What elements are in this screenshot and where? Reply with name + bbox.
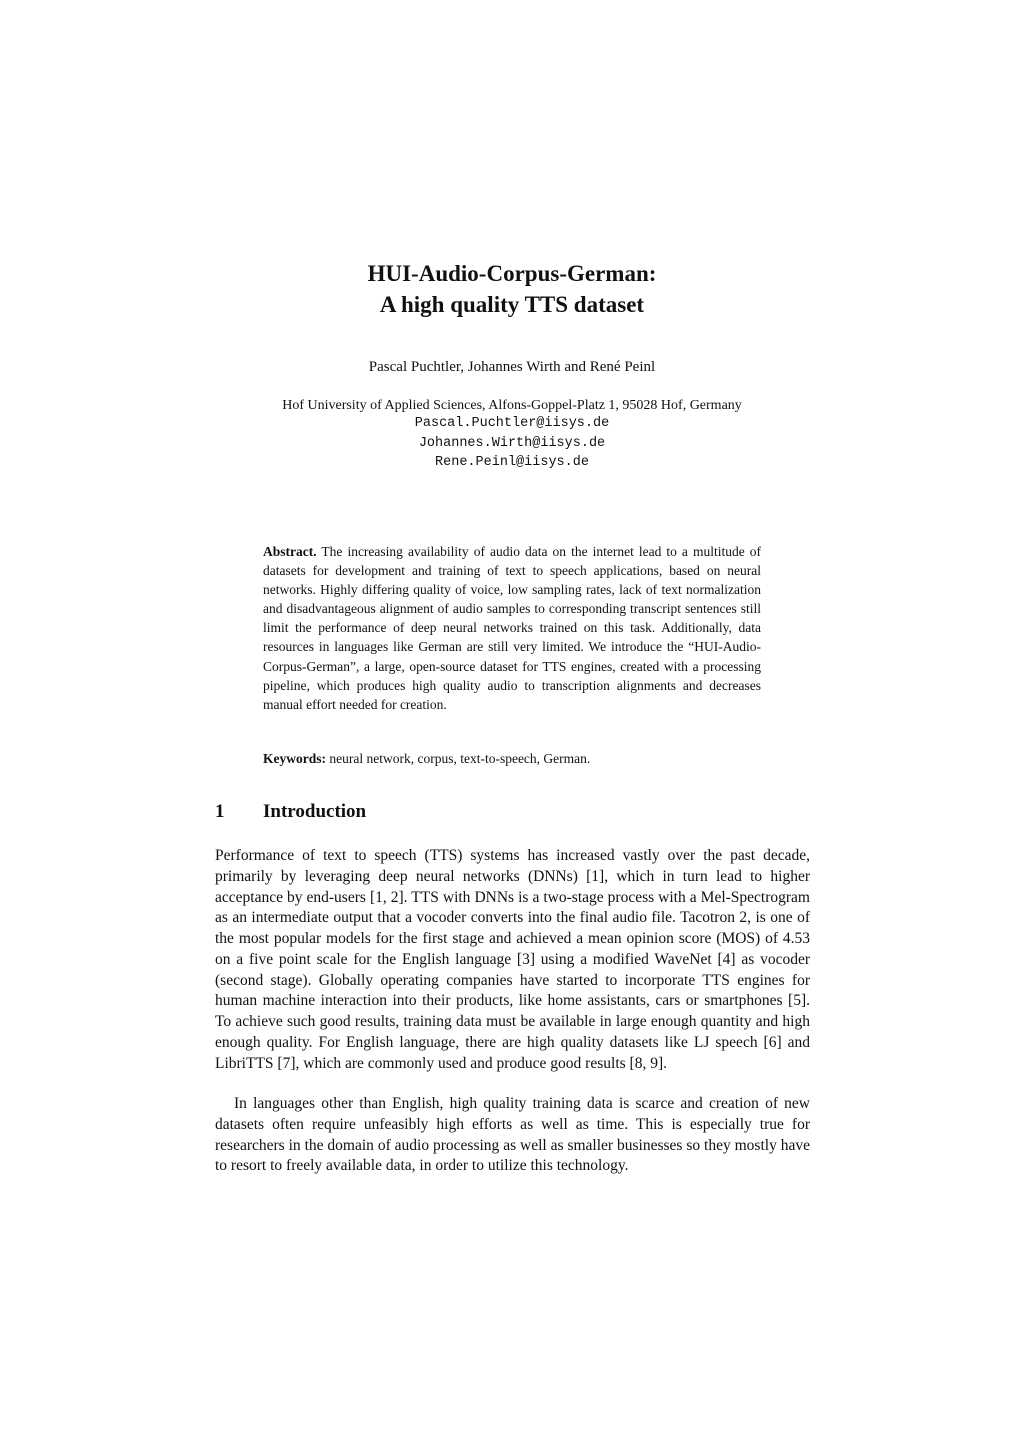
body-paragraph-1: Performance of text to speech (TTS) systems has increased vastly over the past decade, primarily by leveraging deep neural networks (DNNs) [1], which in turn lead to higher acceptance by end-users [1, 2]. TTS with DNNs is a two-stage process with a Mel-Spectrogram as an intermediate output that a vocoder converts into the final audio file. Tacotron 2, is one of the most popular models for the first stage and achieved a mean opinion score (MOS) of 4.53 on a five point scale for the English language [3] using a modified WaveNet [4] as vocoder (second stage). Globally operating companies have started to incorporate TTS engines for human machine interaction into their products, like home assistants, cars or smartphones [5]. To achieve such good results, training data must be available in large enough quantity and high enough quality. For English language, there are high quality datasets like LJ speech [6] and LibriTTS [7], which are commonly used and produce good results [8, 9]. <box>215 847 810 1072</box>
paper-title-line-1: HUI-Audio-Corpus-German: <box>367 261 657 286</box>
abstract-label: Abstract. <box>263 544 317 559</box>
section-title: Introduction <box>263 801 367 822</box>
email-wirth: Johannes.Wirth@iisys.de <box>418 435 606 451</box>
abstract <box>263 542 761 714</box>
email-list <box>0 414 1024 473</box>
section-number: 1 <box>215 801 225 822</box>
paper-title-line-2: A high quality TTS dataset <box>379 292 645 317</box>
keywords <box>263 749 761 768</box>
email-puchtler: Pascal.Puchtler@iisys.de <box>414 416 610 431</box>
authors: Pascal Puchtler, Johannes Wirth and René Peinl <box>368 359 656 375</box>
abstract-text: The increasing availability of audio data on the internet lead to a multitude of datasets for development and training of text to speech applications, based on neural networks. Highly differing quality of voice, low sampling rates, lack of text normalization and disadvantageous alignment of audio samples to corresponding transcript sentences still limit the performance of deep neural networks trained on this task. Additionally, data resources in languages like German are still very limited. We introduce the “HUI-Audio-Corpus-German”, a large, open-source dataset for TTS engines, created with a processing pipeline, which produces high quality audio to transcription alignments and decreases manual effort needed for creation. <box>263 544 761 712</box>
section-heading-introduction <box>215 800 815 824</box>
keywords-label: Keywords: <box>263 751 326 766</box>
body-paragraph-2: In languages other than English, high quality training data is scarce and creation of new datasets often require unfeasibly high efforts as well as time. This is especially true for researchers in the domain of audio processing as well as smaller businesses so they mostly have to resort to freely available data, in order to utilize this technology. <box>215 1095 810 1175</box>
affiliation: Hof University of Applied Sciences, Alfons-Goppel-Platz 1, 95028 Hof, Germany <box>282 398 742 413</box>
keywords-text: neural network, corpus, text-to-speech, German. <box>329 751 591 766</box>
email-peinl: Rene.Peinl@iisys.de <box>435 455 589 470</box>
